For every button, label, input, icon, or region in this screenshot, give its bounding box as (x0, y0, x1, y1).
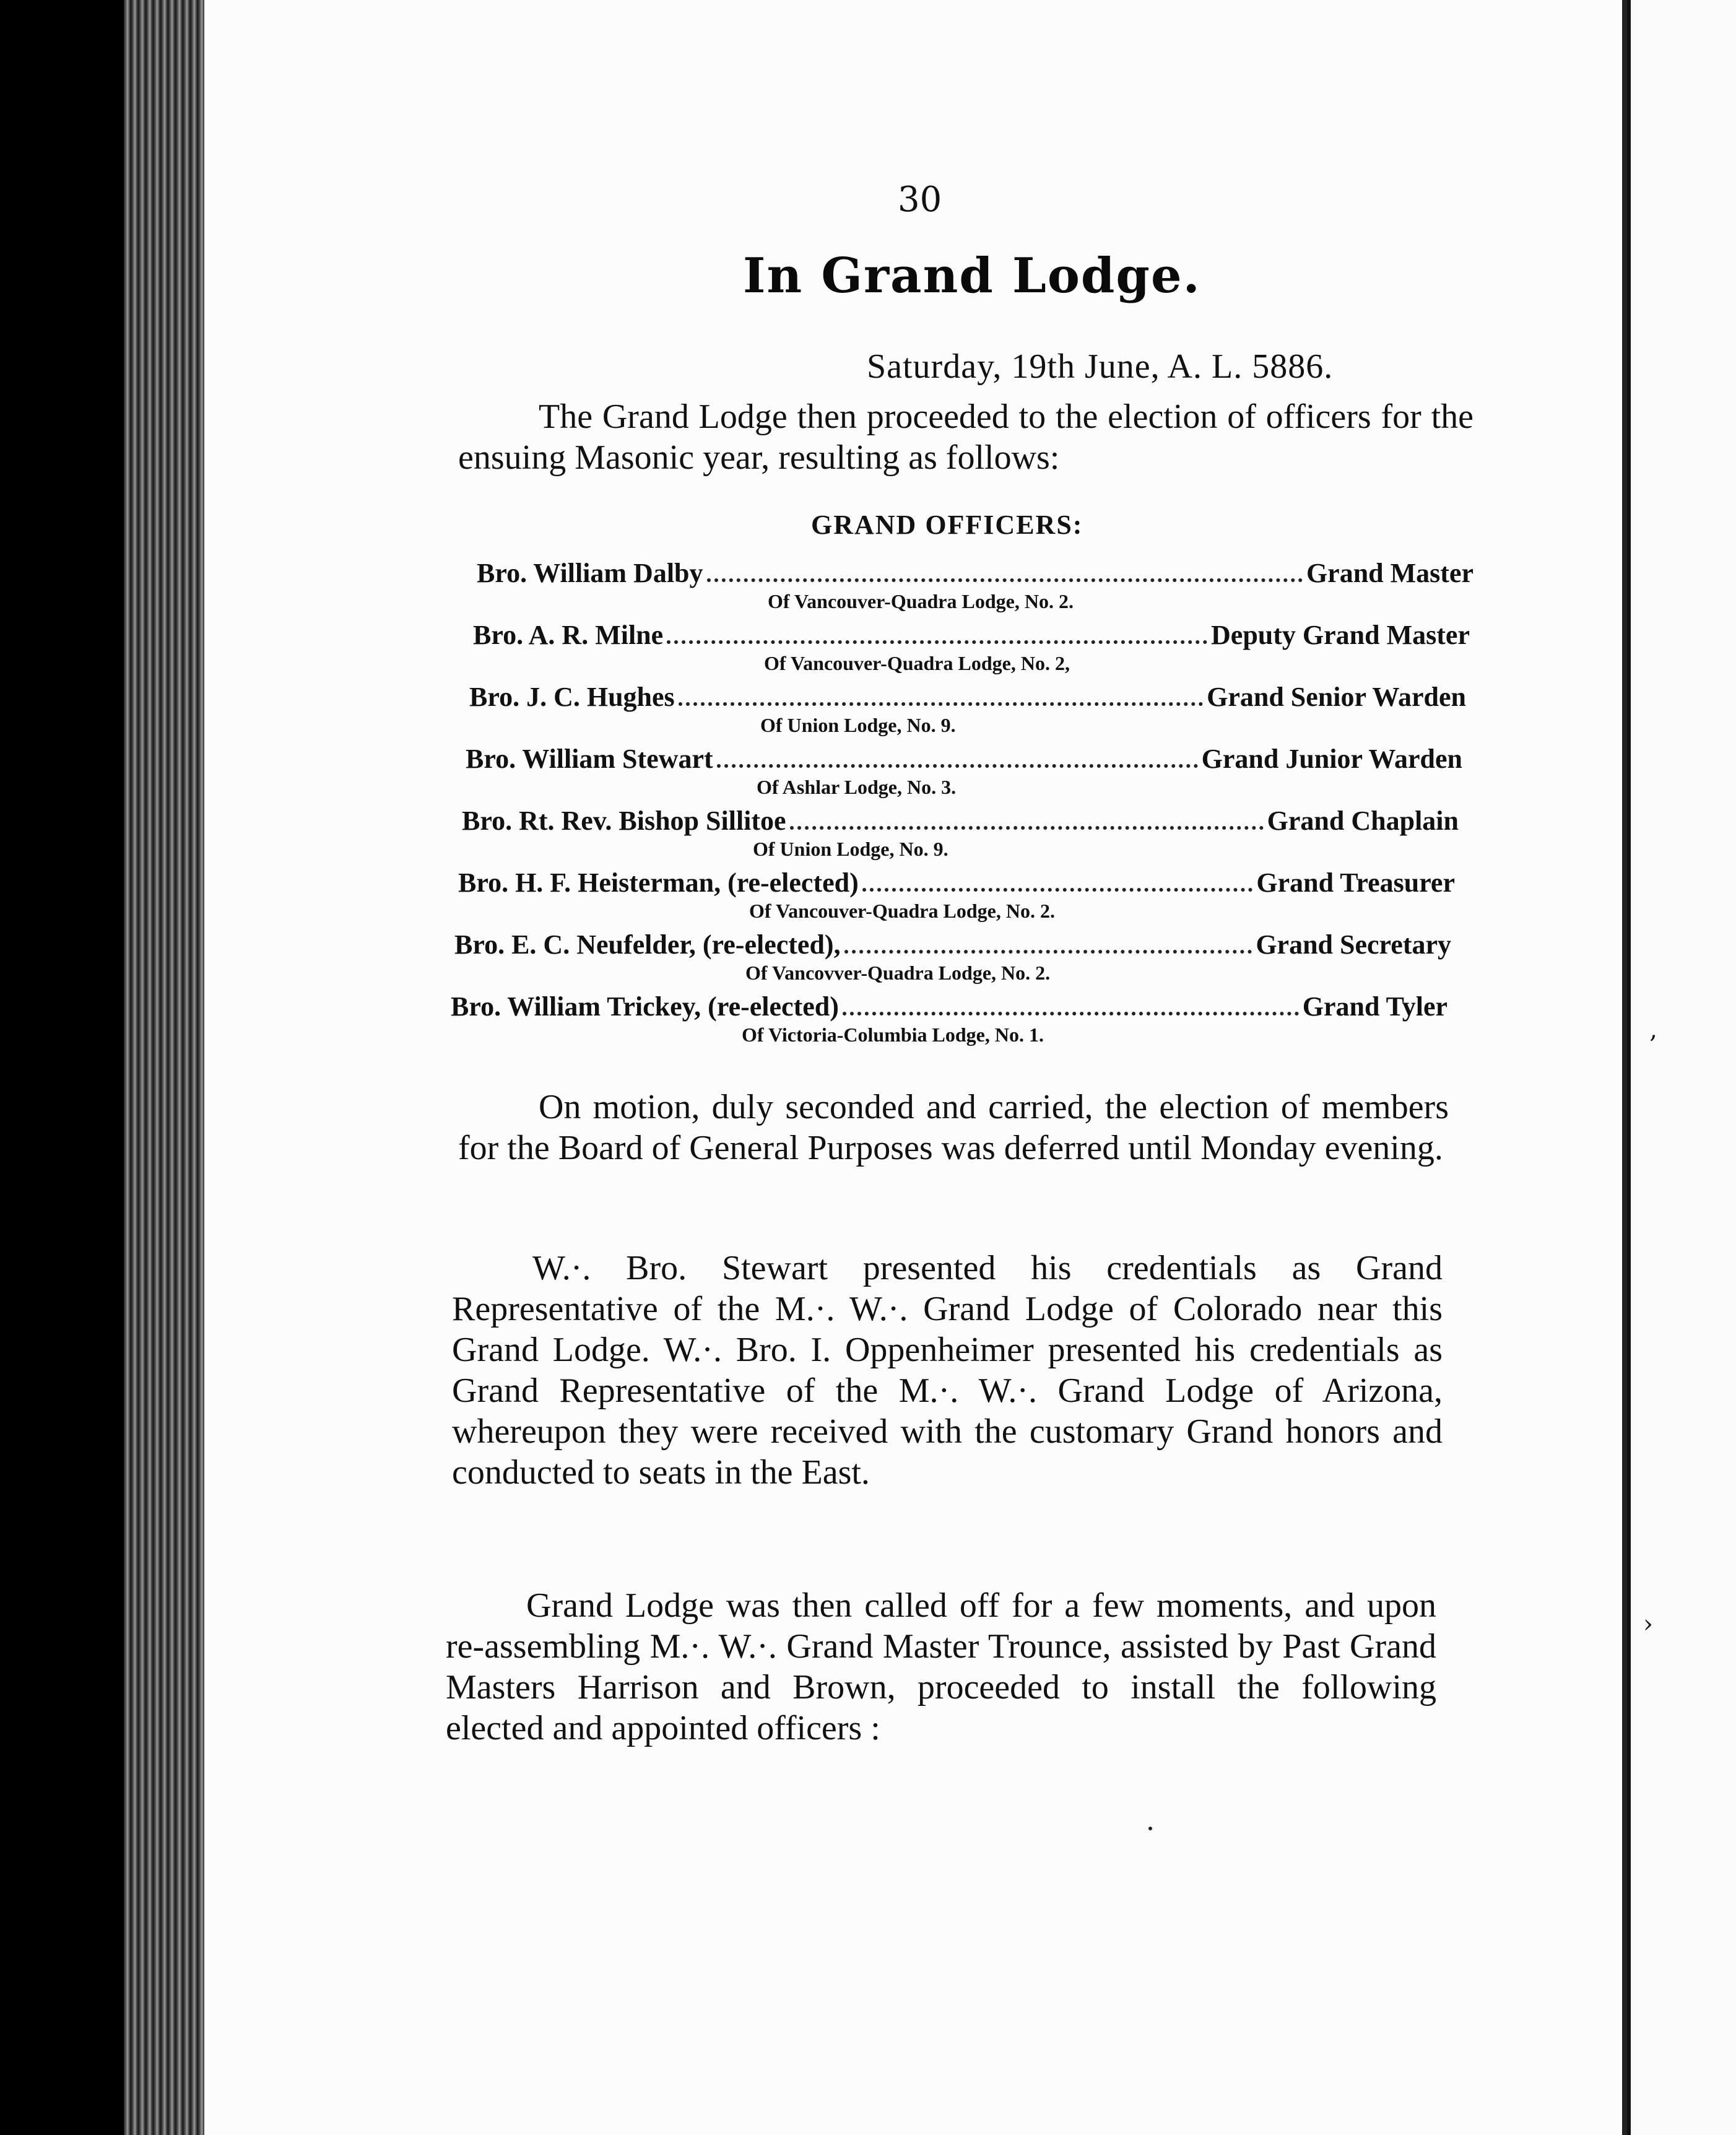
representatives-paragraph (452, 1248, 1443, 1493)
ink-speck (1148, 1827, 1152, 1830)
leader-dots (862, 873, 1253, 892)
leader-dots (707, 563, 1303, 582)
leader-dots (679, 687, 1203, 706)
officer-lodge: Of Vancouver-Quadra Lodge, No. 2, (764, 652, 1070, 674)
officer-name: Bro. J. C. Hughes (469, 682, 675, 712)
officer-office: Deputy Grand Master (1211, 620, 1470, 650)
officer-entry (458, 867, 1455, 929)
page-number: 30 (898, 180, 942, 220)
officer-lodge: Of Ashlar Lodge, No. 3. (757, 776, 957, 798)
officer-name: Bro. William Dalby (477, 558, 703, 588)
officer-lodge: Of Vancouver-Quadra Lodge, No. 2. (768, 590, 1074, 612)
leader-dots (844, 935, 1252, 954)
officer-row (451, 991, 1447, 1022)
officer-entry (473, 619, 1470, 681)
officer-entry (469, 681, 1466, 743)
officer-office: Grand Tyler (1302, 991, 1447, 1022)
officer-office: Grand Chaplain (1267, 806, 1459, 836)
officer-entry (451, 991, 1447, 1053)
officer-row (466, 743, 1462, 775)
officer-lodge: Of Union Lodge, No. 9. (753, 838, 948, 860)
motion-paragraph (458, 1087, 1449, 1168)
officer-entry (477, 557, 1473, 619)
leader-dots (717, 749, 1198, 768)
officer-row (473, 619, 1470, 651)
officer-lodge: Of Union Lodge, No. 9. (760, 714, 956, 736)
leader-dots (843, 997, 1299, 1015)
officer-lodge: Of Vancouver-Quadra Lodge, No. 2. (749, 900, 1055, 922)
leader-dots (667, 625, 1207, 644)
officer-office: Grand Treasurer (1256, 867, 1455, 898)
officer-row (458, 867, 1455, 898)
officer-entry (462, 805, 1459, 867)
document-page (204, 0, 1627, 2135)
section-title: GRAND OFFICERS: (811, 510, 1083, 540)
officer-row (469, 681, 1466, 713)
officer-name: Bro. William Stewart (466, 744, 713, 774)
installation-paragraph (446, 1585, 1436, 1749)
officer-row (477, 557, 1473, 589)
margin-mark: ‚ (1649, 1015, 1657, 1044)
officer-entry (454, 929, 1451, 991)
margin-mark: › (1643, 1610, 1653, 1638)
page-heading: In Grand Lodge. (743, 248, 1201, 304)
motion-text: On motion, duly seconded and carried, the election of members for the Board of General Purposes was deferred until Monday evening. (458, 1088, 1449, 1167)
officer-office: Grand Master (1306, 558, 1473, 588)
representatives-text: W.·. Bro. Stewart presented his credentials as Grand Representative of the M.·. W.·. Grand Lodge of Colorado near this Grand Lodge. W.·. Bro. I. Oppenheimer presented his credentials as Grand Representative of the M.·. W.·. Grand Lodge of Arizona, whereupon they were received with the customary Grand honors and conducted to seats in the East. (452, 1249, 1443, 1492)
officer-office: Grand Junior Warden (1201, 744, 1462, 774)
leader-dots (790, 811, 1264, 830)
installation-text: Grand Lodge was then called off for a few moments, and upon re-assembling M.·. W.·. Grand Master Trounce, assisted by Past Grand Masters Harrison and Brown, proceeded to install the following elected and appointed officers : (446, 1586, 1436, 1747)
officer-row (454, 929, 1451, 960)
officer-name: Bro. H. F. Heisterman, (re-elected) (458, 867, 859, 898)
officer-name: Bro. Rt. Rev. Bishop Sillitoe (462, 806, 786, 836)
officer-lodge: Of Victoria-Columbia Lodge, No. 1. (742, 1024, 1044, 1046)
officer-entry (466, 743, 1462, 805)
officer-office: Grand Secretary (1256, 929, 1451, 960)
officer-name: Bro. E. C. Neufelder, (re-elected), (454, 929, 841, 960)
intro-paragraph (458, 396, 1473, 478)
scan-background (0, 0, 124, 2135)
officer-name: Bro. A. R. Milne (473, 620, 664, 650)
intro-text: The Grand Lodge then proceeded to the election of officers for the ensuing Masonic year, resulting as follows: (458, 398, 1473, 477)
officer-office: Grand Senior Warden (1207, 682, 1466, 712)
officer-row (462, 805, 1459, 837)
officer-lodge: Of Vancovver-Quadra Lodge, No. 2. (745, 962, 1051, 984)
dateline: Saturday, 19th June, A. L. 5886. (867, 347, 1334, 386)
adjacent-page-strip (1627, 0, 1736, 2135)
officer-name: Bro. William Trickey, (re-elected) (451, 991, 839, 1022)
